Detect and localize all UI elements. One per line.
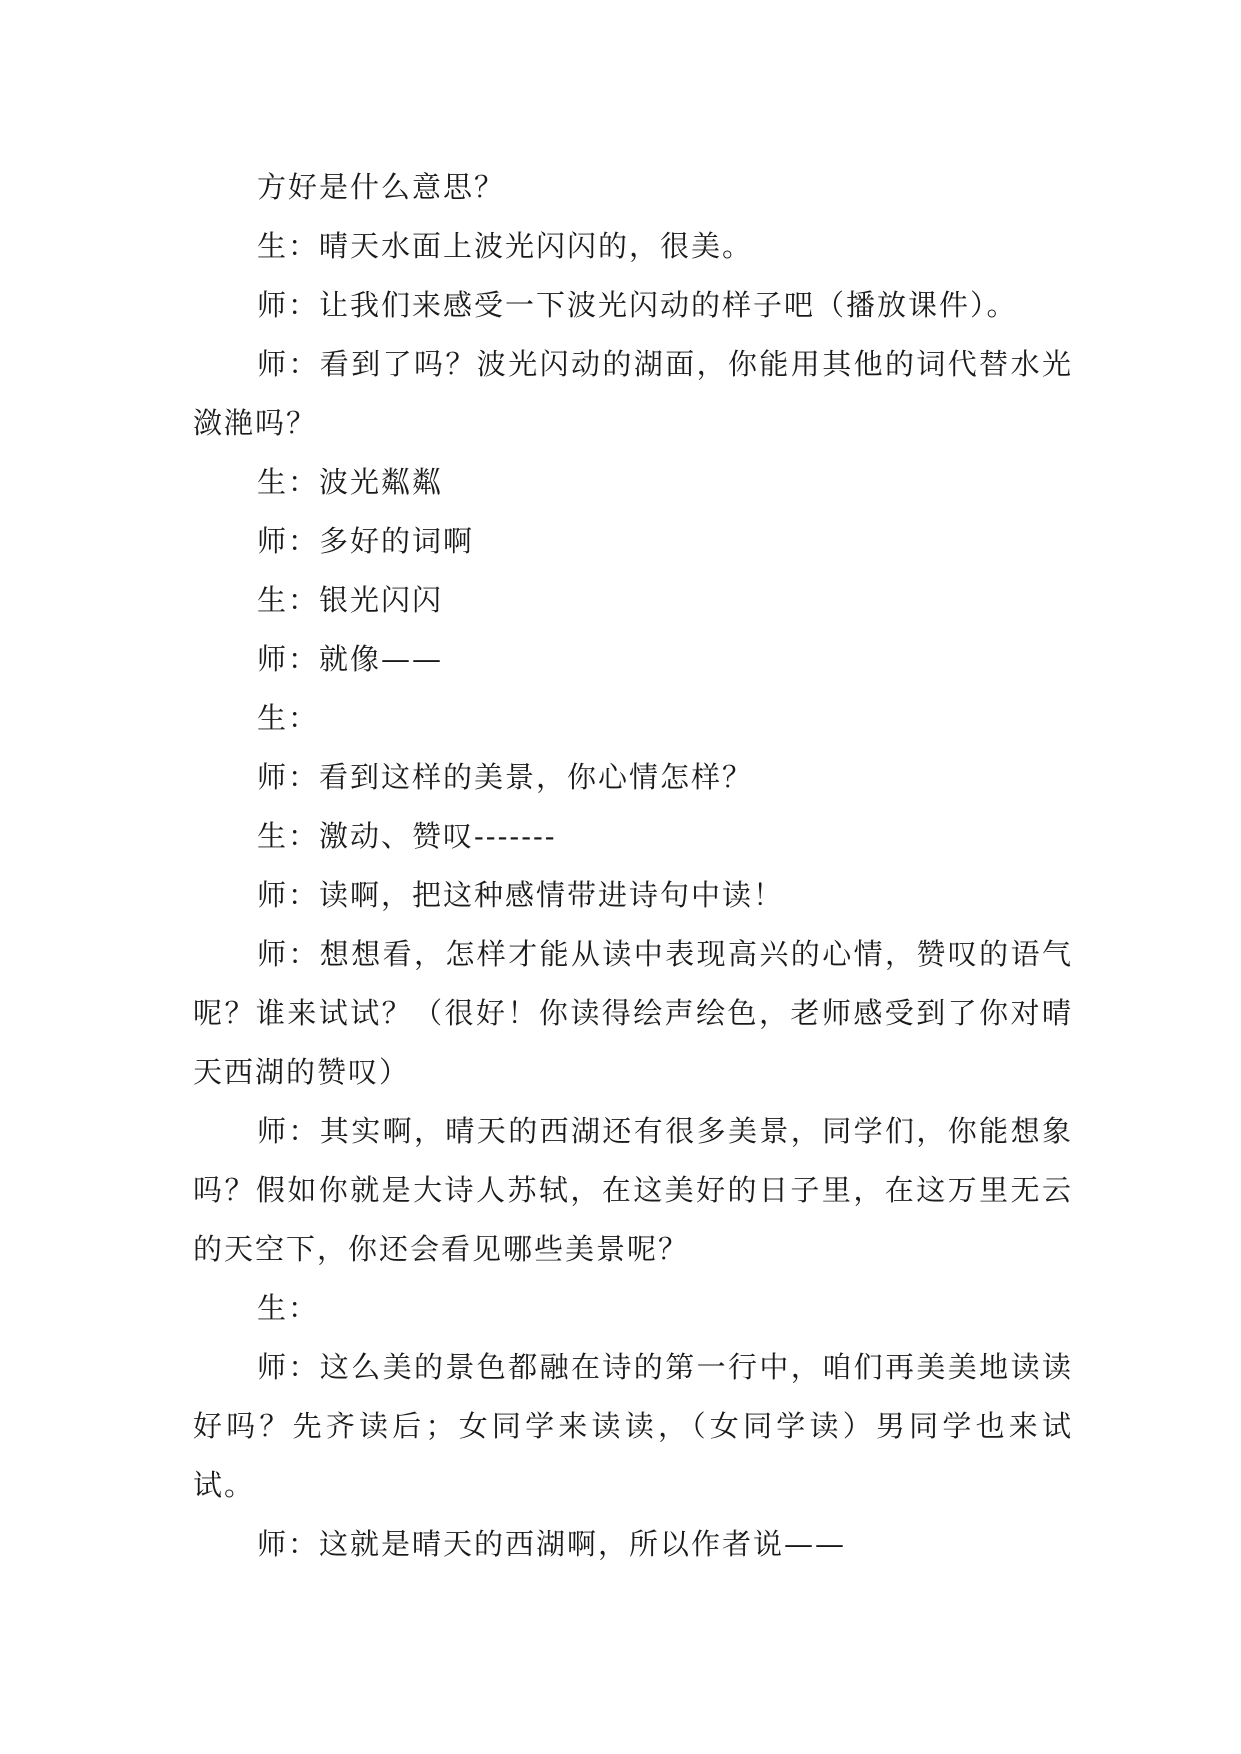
paragraph: 师：其实啊，晴天的西湖还有很多美景，同学们，你能想象吗？假如你就是大诗人苏轼，在这美好的日子里，在这万里无云的天空下，你还会看见哪些美景呢？ xyxy=(193,1114,1073,1266)
paragraph: 师：看到了吗？波光闪动的湖面，你能用其他的词代替水光潋滟吗？ xyxy=(193,347,1073,440)
paragraph: 师：就像—— xyxy=(257,642,444,676)
paragraph: 生：晴天水面上波光闪闪的，很美。 xyxy=(257,229,754,263)
paragraph: 师：看到这样的美景，你心情怎样？ xyxy=(257,760,754,794)
paragraph: 师：这就是晴天的西湖啊，所以作者说—— xyxy=(257,1527,847,1561)
paragraph: 师：这么美的景色都融在诗的第一行中，咱们再美美地读读好吗？先齐读后；女同学来读读，（女同学读）男同学也来试试。 xyxy=(193,1350,1073,1502)
paragraph: 师：多好的词啊 xyxy=(257,524,475,558)
paragraph: 生：波光粼粼 xyxy=(257,465,444,499)
paragraph: 师：让我们来感受一下波光闪动的样子吧（播放课件）。 xyxy=(257,288,1018,322)
paragraph: 师：读啊，把这种感情带进诗句中读！ xyxy=(257,878,785,912)
paragraph: 师：想想看，怎样才能从读中表现高兴的心情，赞叹的语气呢？谁来试试？（很好！你读得绘声绘色，老师感受到了你对晴天西湖的赞叹） xyxy=(193,937,1073,1089)
paragraph: 生： xyxy=(257,701,320,735)
paragraph: 生：银光闪闪 xyxy=(257,583,444,617)
paragraph: 生： xyxy=(257,1291,320,1325)
paragraph: 方好是什么意思？ xyxy=(257,170,506,204)
paragraph: 生：激动、赞叹------- xyxy=(257,819,557,853)
document-body xyxy=(193,158,1073,1574)
